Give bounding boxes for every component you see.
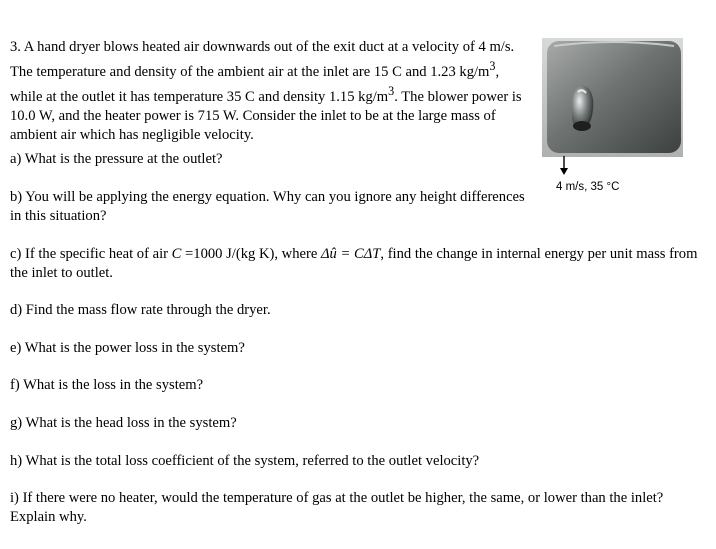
- question-c-part3: , find the change in internal energy per unit mass from the inlet to outlet.: [10, 246, 698, 281]
- question-i: i) If there were no heater, would the temperature of gas at the outlet be higher, the same, or lower than the inlet? Explain why.: [10, 490, 664, 525]
- question-d: d) Find the mass flow rate through the dryer.: [10, 302, 271, 318]
- question-c: [10, 245, 700, 283]
- hand-dryer-illustration: [542, 38, 683, 157]
- question-f: f) What is the loss in the system?: [10, 377, 204, 393]
- problem-intro-tail: . The blower power is 10.0 W, and the heater power is 715 W. Consider the inlet to be at the large mass of ambient air which has negligible velocity.: [10, 88, 522, 143]
- problem-intro-mid: , while at the outlet it has temperature 35 C and density 1.15 kg/m: [10, 63, 500, 105]
- density-unit-superscript-2: 3: [388, 83, 395, 98]
- outlet-condition-label: 4 m/s, 35 °C: [556, 181, 620, 193]
- density-unit-superscript: 3: [489, 59, 496, 73]
- question-a: a) What is the pressure at the outlet?: [10, 151, 223, 167]
- specific-heat-symbol: C: [171, 246, 182, 262]
- question-g: g) What is the head loss in the system?: [10, 415, 237, 431]
- problem-intro-lead: 3. A hand dryer blows heated air downwards out of the exit duct at a velocity of 4 m/s. The temperature and density of the ambient air at the inlet are 15 C and 1.23 kg/m: [10, 39, 515, 80]
- question-b: b) You will be applying the energy equation. Why can you ignore any height differences in this situation?: [10, 189, 525, 224]
- problem-statement: [10, 38, 534, 145]
- question-c-part1: c) If the specific heat of air: [10, 246, 172, 262]
- hand-dryer-photo: [542, 38, 683, 157]
- internal-energy-equation: Δû = CΔT: [320, 246, 381, 262]
- question-e: e) What is the power loss in the system?: [10, 340, 245, 356]
- question-h: h) What is the total loss coefficient of the system, referred to the outlet velocity?: [10, 453, 480, 469]
- airflow-arrow-icon: [558, 156, 570, 176]
- question-c-part2: =1000 J/(kg K), where: [181, 246, 321, 262]
